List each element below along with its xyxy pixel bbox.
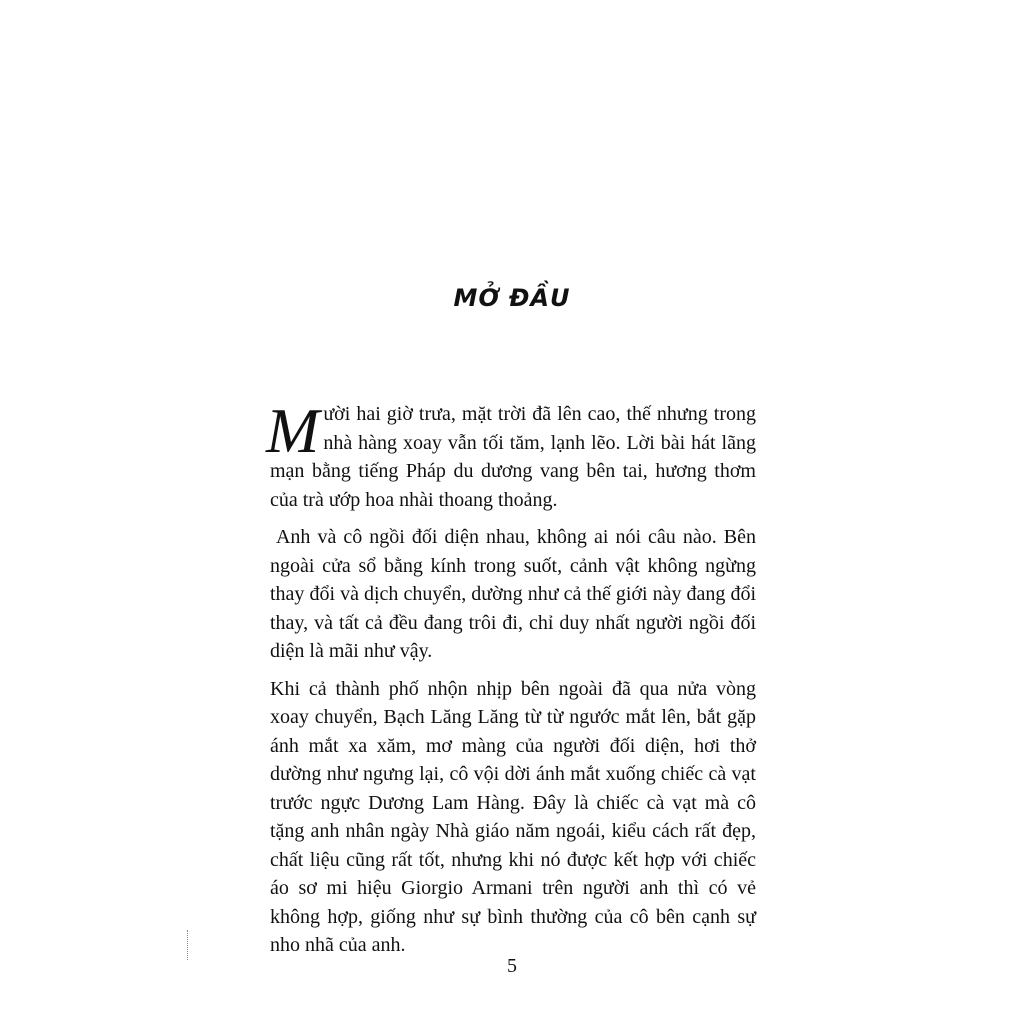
paragraph-2-text: Anh và cô ngồi đối diện nhau, không ai nói câu nào. Bên ngoài cửa sổ bằng kính trong suốt, cảnh vật không ngừng thay đổi và dịch chuyển, dường như cả thế giới này đang đổi thay, và tất cả đều đang trôi đi, chỉ duy nhất người ngồi đối diện là mãi như vậy.	[270, 526, 756, 662]
paragraph-3	[270, 675, 756, 960]
body-text	[266, 395, 756, 969]
paragraph-1-text: ười hai giờ trưa, mặt trời đã lên cao, thế nhưng trong nhà hàng xoay vẫn tối tăm, lạnh lẽo. Lời bài hát lãng mạn bằng tiếng Pháp du dương vang bên tai, hương thơm của trà ướp hoa nhài thoang thoảng.	[270, 403, 756, 511]
page-number: 5	[507, 955, 517, 977]
paragraph-1	[266, 395, 756, 514]
paragraph-3-text: Khi cả thành phố nhộn nhịp bên ngoài đã qua nửa vòng xoay chuyển, Bạch Lăng Lăng từ từ ngước mắt lên, bắt gặp ánh mắt xa xăm, mơ màng của người đối diện, hơi thở dường như ngưng lại, cô vội dời ánh mắt xuống chiếc cà vạt trước ngực Dương Lam Hàng. Đây là chiếc cà vạt mà cô tặng anh nhân ngày Nhà giáo năm ngoái, kiểu cách rất đẹp, chất liệu cũng rất tốt, nhưng khi nó được kết hợp với chiếc áo sơ mi hiệu Giorgio Armani trên người anh thì có vẻ không hợp, giống như sự bình thường của cô bên cạnh sự nho nhã của anh.	[270, 677, 756, 956]
chapter-title: MỞ ĐẦU	[453, 284, 571, 312]
paragraph-2	[270, 523, 756, 666]
drop-cap: M	[266, 395, 320, 466]
